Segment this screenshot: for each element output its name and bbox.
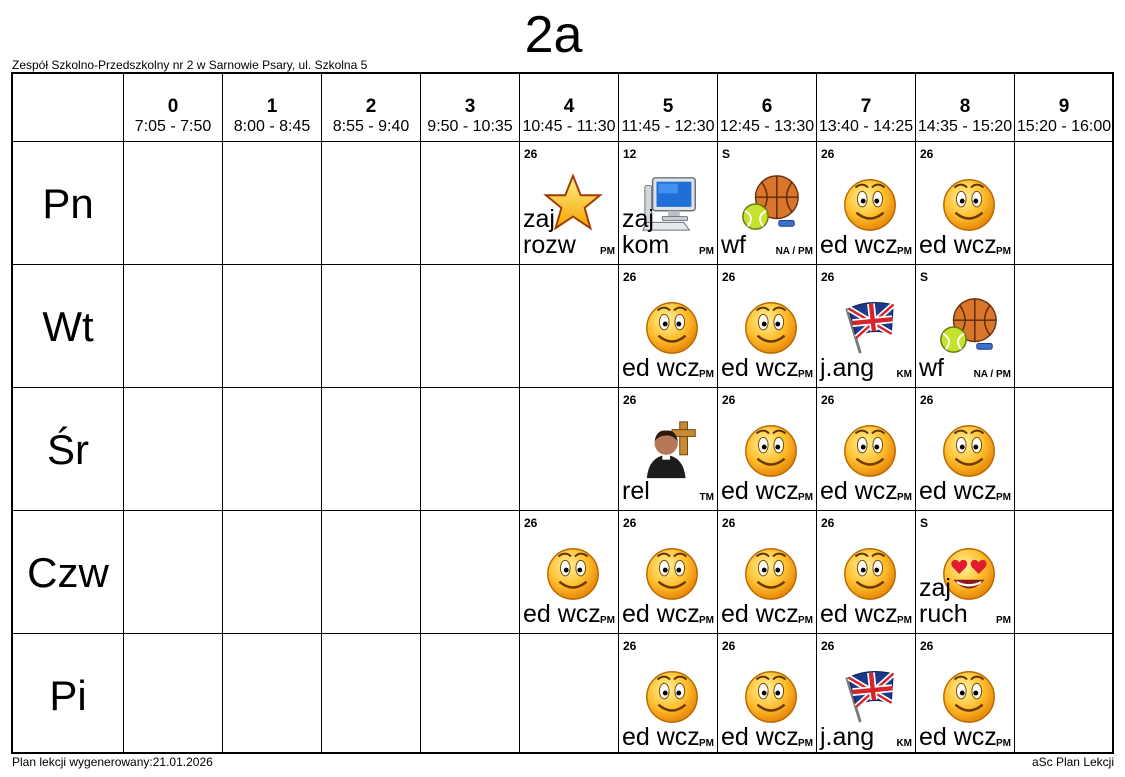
lesson-cell[interactable]	[817, 511, 915, 633]
smiley-icon	[839, 418, 901, 480]
room-number: 26	[722, 516, 736, 530]
lesson-cell[interactable]	[520, 511, 618, 633]
room-number: 26	[821, 270, 835, 284]
lesson-cell[interactable]	[619, 388, 717, 510]
subject-name: wf	[919, 354, 944, 382]
subject-name: ed wcz	[622, 723, 700, 751]
teacher-initials: PM	[699, 615, 714, 626]
room-number: 26	[524, 516, 538, 530]
room-number: 26	[722, 393, 736, 407]
smiley-icon	[938, 418, 1000, 480]
period-number: 4	[563, 96, 575, 117]
lesson-cell[interactable]	[619, 142, 717, 264]
column-divider	[420, 142, 421, 752]
room-number: 26	[920, 147, 934, 161]
lesson-cell[interactable]	[817, 634, 915, 756]
period-time: 12:45 - 13:30	[719, 118, 815, 135]
period-number: 6	[761, 96, 773, 117]
period-header-9	[1014, 74, 1113, 142]
subject-name: ed wcz	[721, 723, 799, 751]
lesson-cell[interactable]	[916, 511, 1014, 633]
column-divider	[222, 142, 223, 752]
period-header-4	[519, 74, 618, 142]
subject-name: ed wcz	[622, 600, 700, 628]
teacher-initials: PM	[897, 492, 912, 503]
period-number: 8	[959, 96, 971, 117]
teacher-initials: PM	[798, 615, 813, 626]
lesson-cell[interactable]	[916, 388, 1014, 510]
period-header-8	[915, 74, 1014, 142]
lesson-cell[interactable]	[817, 142, 915, 264]
room-number: 26	[524, 147, 538, 161]
teacher-initials: PM	[699, 246, 714, 257]
teacher-initials: KM	[896, 369, 912, 380]
teacher-initials: PM	[699, 738, 714, 749]
teacher-initials: PM	[996, 615, 1011, 626]
subject-name: ed wcz	[820, 600, 898, 628]
period-time: 8:00 - 8:45	[233, 118, 311, 135]
lesson-cell[interactable]	[718, 265, 816, 387]
smiley-icon	[740, 664, 802, 726]
period-header-1	[222, 74, 321, 142]
smiley-icon	[740, 295, 802, 357]
subject-name: zaj kom	[622, 205, 670, 259]
smiley-icon	[542, 541, 604, 603]
period-time: 13:40 - 14:25	[818, 118, 914, 135]
room-number: 26	[722, 270, 736, 284]
period-number: 1	[266, 96, 278, 117]
day-label: Wt	[42, 302, 94, 350]
page-title: 2a	[524, 6, 583, 64]
teacher-initials: NA / PM	[775, 246, 813, 257]
smiley-icon	[938, 664, 1000, 726]
teacher-initials: PM	[600, 615, 615, 626]
room-number: 26	[920, 393, 934, 407]
column-divider	[123, 142, 124, 752]
lesson-cell[interactable]	[916, 265, 1014, 387]
period-time: 7:05 - 7:50	[134, 118, 212, 135]
day-label: Pn	[42, 179, 94, 227]
period-time: 15:20 - 16:00	[1016, 118, 1112, 135]
period-number: 7	[860, 96, 872, 117]
period-time: 14:35 - 15:20	[917, 118, 1013, 135]
lesson-cell[interactable]	[817, 265, 915, 387]
period-header-2	[321, 74, 420, 142]
teacher-initials: PM	[897, 615, 912, 626]
lesson-cell[interactable]	[817, 388, 915, 510]
sports-balls-icon	[938, 295, 1000, 357]
priest-cross-icon	[641, 418, 703, 480]
sports-balls-icon	[740, 172, 802, 234]
subject-name: ed wcz	[919, 477, 997, 505]
lesson-cell[interactable]	[718, 511, 816, 633]
day-label: Pi	[49, 671, 87, 719]
subject-name: ed wcz	[919, 723, 997, 751]
column-divider	[1014, 142, 1015, 752]
day-label: Czw	[27, 548, 109, 596]
subject-name: j.ang	[820, 354, 875, 382]
lesson-cell[interactable]	[619, 511, 717, 633]
subject-name: wf	[721, 231, 746, 259]
room-number: 26	[623, 639, 637, 653]
lesson-cell[interactable]	[718, 142, 816, 264]
period-number: 0	[167, 96, 179, 117]
room-number: 12	[623, 147, 637, 161]
school-name: Zespół Szkolno-Przedszkolny nr 2 w Sarnowie Psary, ul. Szkolna 5	[12, 58, 368, 72]
smiley-icon	[641, 295, 703, 357]
period-header-5	[618, 74, 717, 142]
room-number: 26	[821, 147, 835, 161]
smiley-icon	[839, 172, 901, 234]
period-number: 9	[1058, 96, 1070, 117]
generated-date: Plan lekcji wygenerowany:21.01.2026	[12, 755, 213, 769]
subject-name: zaj ruch	[919, 574, 968, 628]
subject-name: rel	[622, 477, 650, 505]
lesson-cell[interactable]	[718, 388, 816, 510]
lesson-cell[interactable]	[619, 265, 717, 387]
period-time: 9:50 - 10:35	[427, 118, 513, 135]
room-number: 26	[623, 516, 637, 530]
uk-flag-icon	[839, 664, 901, 726]
room-number: 26	[623, 270, 637, 284]
subject-name: ed wcz	[721, 354, 799, 382]
period-header-7	[816, 74, 915, 142]
period-header-6	[717, 74, 816, 142]
period-number: 5	[662, 96, 674, 117]
subject-name: ed wcz	[721, 477, 799, 505]
room-number: 26	[623, 393, 637, 407]
subject-name: ed wcz	[721, 600, 799, 628]
teacher-initials: PM	[996, 246, 1011, 257]
smiley-icon	[938, 172, 1000, 234]
room-number: S	[722, 147, 731, 161]
smiley-icon	[641, 541, 703, 603]
teacher-initials: PM	[798, 369, 813, 380]
period-number: 3	[464, 96, 476, 117]
subject-name: ed wcz	[523, 600, 601, 628]
app-name: aSc Plan Lekcji	[1031, 755, 1114, 769]
room-number: 26	[920, 639, 934, 653]
subject-name: ed wcz	[919, 231, 997, 259]
lesson-cell[interactable]	[718, 634, 816, 756]
period-header-3	[420, 74, 519, 142]
room-number: 26	[722, 639, 736, 653]
lesson-cell[interactable]	[916, 142, 1014, 264]
period-header-0	[123, 74, 222, 142]
teacher-initials: PM	[798, 738, 813, 749]
subject-name: j.ang	[820, 723, 875, 751]
corner-cell	[13, 74, 123, 142]
room-number: 26	[821, 516, 835, 530]
teacher-initials: KM	[896, 738, 912, 749]
smiley-icon	[641, 664, 703, 726]
teacher-initials: TM	[699, 492, 714, 503]
teacher-initials: PM	[699, 369, 714, 380]
day-label: Śr	[47, 425, 89, 473]
period-time: 8:55 - 9:40	[332, 118, 410, 135]
smiley-icon	[740, 418, 802, 480]
subject-name: ed wcz	[820, 231, 898, 259]
smiley-icon	[740, 541, 802, 603]
room-number: 26	[821, 639, 835, 653]
period-time: 11:45 - 12:30	[621, 118, 715, 135]
lesson-cell[interactable]	[619, 634, 717, 756]
teacher-initials: NA / PM	[973, 369, 1011, 380]
lesson-cell[interactable]	[916, 634, 1014, 756]
room-number: 26	[821, 393, 835, 407]
lesson-cell[interactable]	[520, 142, 618, 264]
uk-flag-icon	[839, 295, 901, 357]
column-divider	[321, 142, 322, 752]
period-time: 10:45 - 11:30	[522, 118, 616, 135]
subject-name: ed wcz	[622, 354, 700, 382]
teacher-initials: PM	[798, 492, 813, 503]
smiley-icon	[839, 541, 901, 603]
teacher-initials: PM	[600, 246, 615, 257]
teacher-initials: PM	[897, 246, 912, 257]
subject-name: ed wcz	[820, 477, 898, 505]
period-number: 2	[365, 96, 377, 117]
room-number: S	[920, 516, 929, 530]
teacher-initials: PM	[996, 738, 1011, 749]
timetable-grid	[11, 72, 1114, 754]
subject-name: zaj rozw	[523, 205, 576, 259]
teacher-initials: PM	[996, 492, 1011, 503]
room-number: S	[920, 270, 929, 284]
